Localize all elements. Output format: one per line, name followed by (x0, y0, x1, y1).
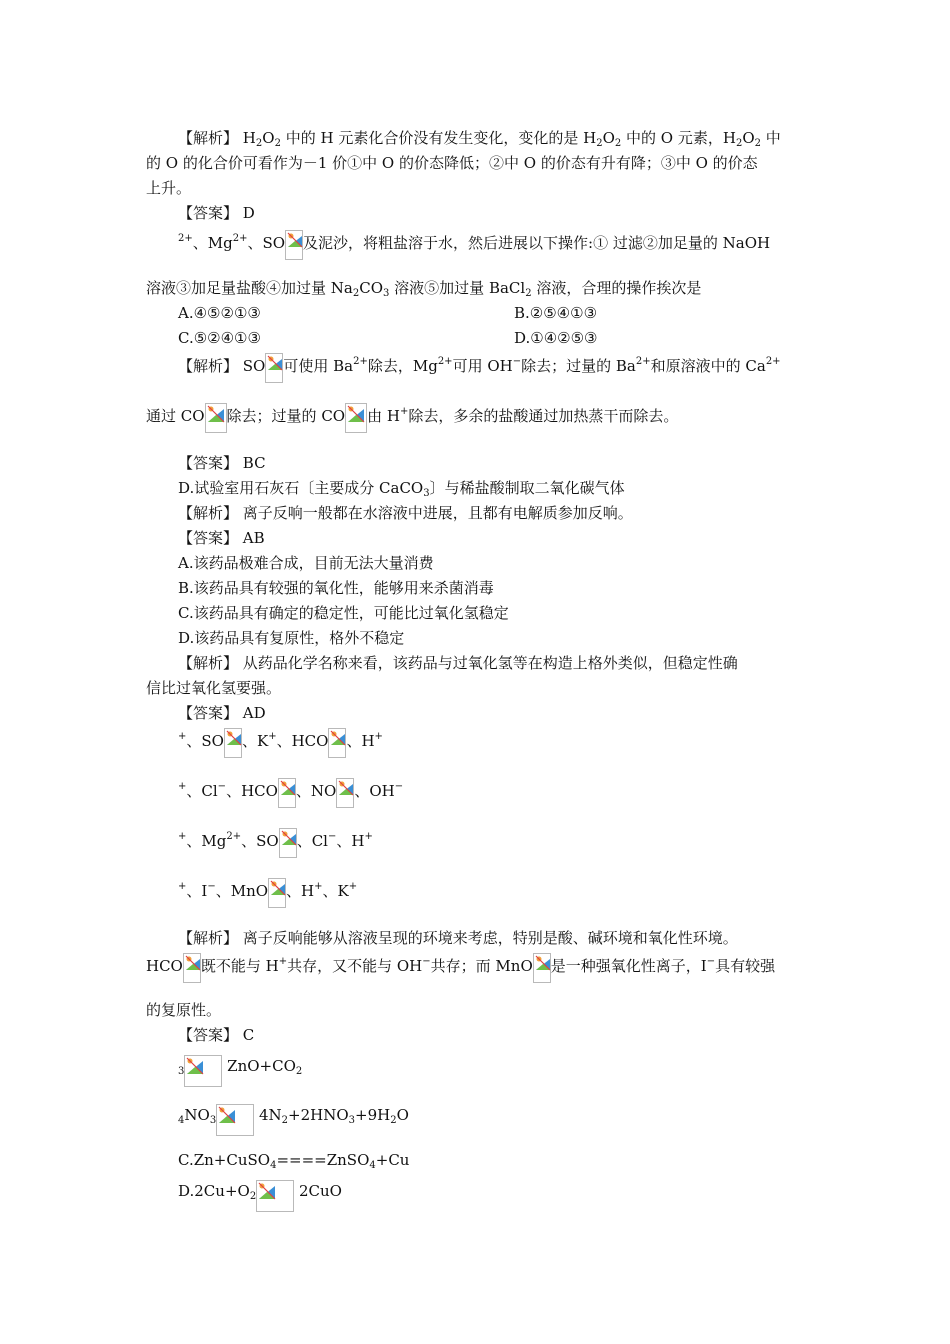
q1-answer: 【答案】 D (178, 204, 255, 222)
q4-analysis-line1: 【解析】 从药品化学名称来看，该药品与过氧化氢等在构造上格外类似，但稳定性确 (178, 654, 738, 672)
q4-option-a: A.该药品极难合成，目前无法大量消费 (178, 554, 434, 572)
q1-analysis-line2: 的 O 的化合价可看作为－1 价①中 O 的价态降低；②中 O 的价态有升有降；③中 O 的价态 (146, 154, 758, 172)
formula-image-icon (533, 953, 551, 983)
q6-option-a: $_3$ $ZnO+CO_2$ (178, 1055, 302, 1087)
q4-answer: 【答案】 AD (178, 704, 266, 722)
q5-answer: 【答案】 C (178, 1026, 255, 1044)
q1-analysis-line3: 上升。 (146, 179, 192, 197)
q4-option-b: B.该药品具有较强的氧化性，能够用来杀菌消毒 (178, 579, 494, 597)
formula-image-icon (216, 1104, 254, 1136)
formula-image-icon (328, 728, 346, 758)
q5-option-b: +、Cl−、HCO 、NO 、OH− (178, 778, 403, 808)
q3-answer: 【答案】 AB (178, 529, 265, 547)
q5-analysis-line3: 的复原性。 (146, 1001, 222, 1019)
q4-analysis-line2: 信比过氧化氢要强。 (146, 679, 282, 697)
formula-image-icon (265, 353, 283, 383)
q2-option-d: D.①④②⑤③ (514, 329, 598, 347)
formula-image-icon (345, 403, 367, 433)
q6-option-c: C.Zn+CuSO$_4$====ZnSO$_4$+Cu (178, 1151, 410, 1171)
formula-image-icon (256, 1180, 294, 1212)
formula-image-icon (278, 778, 296, 808)
q2-option-c: C.⑤②④①③ (178, 329, 261, 347)
q5-option-d: +、I−、MnO 、H+、K+ (178, 878, 357, 908)
q2-stem-line2: 溶液③加足量盐酸④加过量 $Na_2CO_3$ 溶液⑤加过量 BaCl$_2$ 溶液，合理的操作挨次是 (146, 279, 702, 299)
q2-stem-line1: $^{2+}$、$Mg^{2+}$、SO 及泥沙，将粗盐溶于水，然后进展以下操作:① 过滤②加足量的 NaOH (178, 230, 770, 260)
q4-option-d: D.该药品具有复原性，格外不稳定 (178, 629, 405, 647)
q2-answer: 【答案】 BC (178, 454, 266, 472)
q2-option-a: A.④⑤②①③ (178, 304, 261, 322)
q6-option-b: $_4NO_3$ $4N_2+2HNO_3+9H_2O$ (178, 1104, 409, 1136)
formula-image-icon (224, 728, 242, 758)
formula-image-icon (205, 403, 227, 433)
formula-image-icon (285, 230, 303, 260)
formula-image-icon (184, 1055, 222, 1087)
q6-option-d: $D.2Cu+O_2$ 2CuO (178, 1180, 342, 1212)
q5-option-a: +、SO 、K+、HCO 、H+ (178, 728, 383, 758)
q5-analysis-line2: HCO 既不能与 H+共存，又不能与 OH−共存；而 MnO 是一种强氧化性离子，I−具有较强 (146, 953, 775, 983)
q5-analysis-line1: 【解析】 离子反响能够从溶液呈现的环境来考虑，特别是酸、碱环境和氧化性环境。 (178, 929, 738, 947)
formula-image-icon (183, 953, 201, 983)
q1-analysis-line1: 【解析】 $H_2O_2$ 中的 H 元素化合价没有发生变化，变化的是 $H_2O_2$ 中的 O 元素，$H_2O_2$ 中 (178, 129, 781, 149)
q3-analysis: 【解析】 离子反响一般都在水溶液中进展，且都有电解质参加反响。 (178, 504, 633, 522)
q4-option-c: C.该药品具有确定的稳定性，可能比过氧化氢稳定 (178, 604, 509, 622)
q2-analysis-line2: 通过 CO 除去；过量的 CO 由 H+除去，多余的盐酸通过加热蒸干而除去。 (146, 403, 678, 433)
formula-image-icon (279, 828, 297, 858)
formula-image-icon (268, 878, 286, 908)
q3-option-d: D.试验室用石灰石〔主要成分 CaCO$_3$〕与稀盐酸制取二氧化碳气体 (178, 479, 625, 499)
q2-analysis-line1: 【解析】 SO 可使用 $Ba^{2+}$除去，$Mg^{2+}$可用 OH−除去；过量的 $Ba^{2+}$和原溶液中的 $Ca^{2+}$ (178, 353, 781, 383)
q2-option-b: B.②⑤④①③ (514, 304, 598, 322)
formula-image-icon (336, 778, 354, 808)
q5-option-c: +、$Mg^{2+}$、SO 、Cl−、H+ (178, 828, 373, 858)
